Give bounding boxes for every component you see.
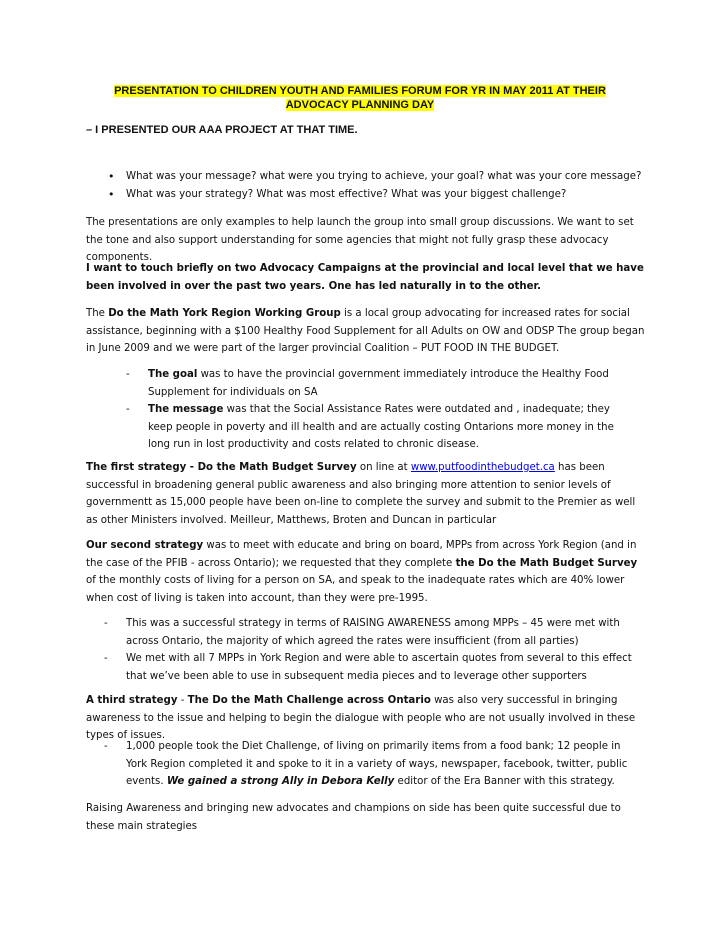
third-strategy-sep: - bbox=[177, 695, 188, 706]
third-strategy-text: was also very successful in bringing awareness to the issue and helping to begin the dialogue with people who are not usually involved in these types of issues. bbox=[86, 695, 636, 741]
dtm-post: is a local group advocating for increased rates for social assistance, beginning with a $100 Healthy Food Supplement for all Adults on OW and ODSP The group began in June 2009 and we were part of the larger provincial Coalition – PUT FOOD IN THE BUDGET. bbox=[86, 308, 645, 354]
second-strategy-survey: the Do the Math Budget Survey bbox=[455, 557, 638, 569]
goal-message-list bbox=[126, 366, 636, 454]
highlighted-title-text: PRESENTATION TO CHILDREN YOUTH AND FAMILIES FORUM FOR YR IN MAY 2011 AT THEIR ADVOCACY PLANNING DAY bbox=[114, 85, 606, 111]
third-point-after: editor of the Era Banner with this strategy. bbox=[394, 776, 615, 787]
third-strategy-points bbox=[104, 738, 636, 791]
question-item: • What was your message? what were you trying to achieve, your goal? what was your core message? bbox=[108, 168, 648, 186]
message-item bbox=[126, 401, 636, 454]
third-strategy-label: A third strategy bbox=[86, 695, 178, 706]
first-strategy-pre-link: on line at bbox=[356, 462, 411, 473]
message-label: The message bbox=[148, 404, 224, 415]
dtm-group-name: Do the Math York Region Working Group bbox=[108, 308, 341, 319]
second-point-item: - We met with all 7 MPPs in York Region and were able to ascertain quotes from several to this effect that we’ve been able to use in subsequent media pieces and to leverage other supporters bbox=[104, 650, 636, 685]
third-strategy-paragraph bbox=[86, 692, 646, 745]
second-point-item: - This was a successful strategy in terms of RAISING AWARENESS among MPPs – 45 were met with across Ontario, the majority of which agreed the rates were insufficient (from all parties) bbox=[104, 615, 636, 650]
third-strategy-name: The Do the Math Challenge across Ontario bbox=[187, 695, 431, 706]
touch-paragraph bbox=[86, 260, 646, 295]
question-item: • What was your strategy? What was most effective? What was your biggest challenge? bbox=[108, 186, 648, 204]
subtitle: – I PRESENTED OUR AAA PROJECT AT THAT TIME. bbox=[86, 124, 358, 136]
third-point-item bbox=[104, 738, 636, 791]
dtm-paragraph bbox=[86, 305, 646, 358]
second-strategy-paragraph bbox=[86, 537, 646, 607]
goal-label: The goal bbox=[148, 369, 198, 380]
second-strategy-text1: was to meet with educate and bring on board, MPPs from across York Region (and in the case of the PFIB - across Ontario); we requested that they complete bbox=[86, 540, 637, 569]
first-strategy-label: The first strategy - bbox=[86, 462, 198, 473]
intro-paragraph: The presentations are only examples to help launch the group into small group discussions. We want to set the tone and also support understanding for some agencies that might not fully grasp these advocacy components. bbox=[86, 217, 634, 263]
first-strategy-paragraph bbox=[86, 459, 646, 529]
message-text: was that the Social Assistance Rates were outdated and , inadequate; they keep people in poverty and ill health and are actually costing Ontarions more money in the long run in lost productivity and costs related to chronic disease. bbox=[148, 404, 614, 450]
third-point-emphasis: We gained a strong Ally in Debora Kelly bbox=[166, 776, 395, 787]
closing-paragraph: Raising Awareness and bringing new advocates and champions on side has been quite successful due to these main strategies bbox=[86, 803, 621, 832]
survey-link[interactable]: www.putfoodinthebudget.ca bbox=[410, 462, 555, 473]
second-strategy-label: Our second strategy bbox=[86, 540, 204, 551]
goal-text: was to have the provincial government immediately introduce the Healthy Food Supplement for individuals on SA bbox=[148, 369, 609, 398]
first-strategy-text: has been successful in broadening general public awareness and also bringing more attention to senior levels of governmentt as 15,000 people have been on-line to complete the survey and submit to the Premier as well as other Ministers involved. Meilleur, Matthews, Broten and Duncan in particular bbox=[86, 462, 636, 526]
touch-text: I want to touch briefly on two Advocacy Campaigns at the provincial and local level that we have been involved in over the past two years. One has led naturally in to the other. bbox=[86, 263, 644, 292]
first-strategy-name: Do the Math Budget Survey bbox=[197, 462, 357, 473]
question-list bbox=[108, 168, 648, 203]
dtm-pre: The bbox=[86, 308, 109, 319]
goal-item bbox=[126, 366, 636, 401]
second-strategy-text2: of the monthly costs of living for a person on SA, and speak to the inadequate rates which are 40% lower when cost of living is taken into account, than they were pre-1995. bbox=[86, 575, 625, 604]
third-point-text: 1,000 people took the Diet Challenge, of living on primarily items from a food bank; 12 people in York Region completed it and spoke to it in a variety of ways, newspaper, facebook, twitter, public events. bbox=[126, 741, 628, 787]
second-strategy-points bbox=[104, 615, 636, 685]
document-title bbox=[82, 84, 638, 112]
